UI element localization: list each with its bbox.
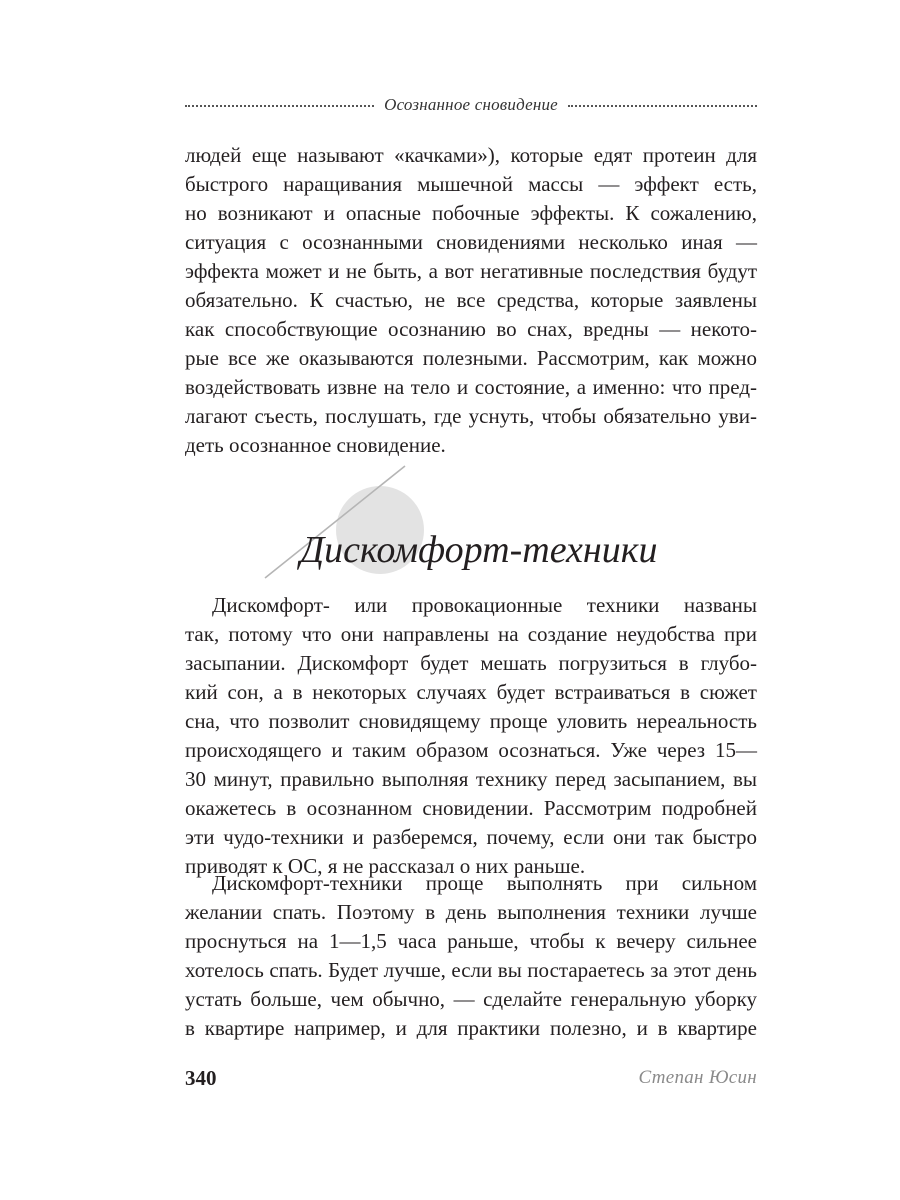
- section-heading: Дискомфорт-техники: [300, 529, 658, 571]
- text-line: эффекта может и не быть, а вот негативные последствия будут: [185, 259, 757, 283]
- text-line: воздействовать извне на тело и состояние, а именно: что пред-: [185, 375, 757, 399]
- text-line: устать больше, чем обычно, — сделайте генеральную уборку: [185, 987, 757, 1011]
- text-line: происходящего и таким образом осознаться. Уже через 15—: [185, 738, 757, 762]
- text-line: окажетесь в осознанном сновидении. Рассмотрим подробней: [185, 796, 757, 820]
- text-line: желании спать. Поэтому в день выполнения техники лучше: [185, 900, 757, 924]
- text-line: деть осознанное сновидение.: [185, 433, 446, 457]
- text-line: но возникают и опасные побочные эффекты. К сожалению,: [185, 201, 757, 225]
- author-name: Степан Юсин: [638, 1067, 757, 1088]
- intro-text: [185, 141, 757, 460]
- page-number: 340: [185, 1065, 217, 1090]
- text-line: как способствующие осознанию во снах, вредны — некото-: [185, 317, 757, 341]
- text-line: ситуация с осознанными сновидениями несколько иная —: [185, 230, 757, 254]
- page-footer: [185, 1062, 757, 1094]
- text-line: так, потому что они направлены на создание неудобства при: [185, 622, 757, 646]
- text-line: Дискомфорт-техники проще выполнять при сильном: [212, 871, 757, 895]
- header-dotted-rule-left: [185, 105, 374, 107]
- text-line: лагают съесть, послушать, где уснуть, чтобы обязательно уви-: [185, 404, 757, 428]
- running-title: Осознанное сновидение: [384, 95, 558, 114]
- text-line: приводят к ОС, я не рассказал о них раньше.: [185, 854, 586, 878]
- text-line: проснуться на 1—1,5 часа раньше, чтобы к вечеру сильнее: [185, 929, 757, 953]
- text-line: рые все же оказываются полезными. Рассмотрим, как можно: [185, 346, 757, 370]
- paragraph-2: [185, 869, 757, 1043]
- running-header: [185, 92, 757, 118]
- paragraph-1: [185, 591, 757, 881]
- text-line: эти чудо-техники и разберемся, почему, если они так быстро: [185, 825, 757, 849]
- text-line: хотелось спать. Будет лучше, если вы постараетесь за этот день: [185, 958, 757, 982]
- text-line: быстрого наращивания мышечной массы — эффект есть,: [185, 172, 757, 196]
- text-line: 30 минут, правильно выполняя технику перед засыпанием, вы: [185, 767, 757, 791]
- text-line: обязательно. К счастью, не все средства, которые заявлены: [185, 288, 757, 312]
- text-line: в квартире например, и для практики полезно, и в квартире: [185, 1016, 757, 1040]
- text-line: сна, что позволит сновидящему проще уловить нереальность: [185, 709, 757, 733]
- header-dotted-rule-right: [568, 105, 757, 107]
- text-line: людей еще называют «качками»), которые едят протеин для: [185, 143, 757, 167]
- text-line: Дискомфорт- или провокационные техники названы: [212, 593, 757, 617]
- text-line: засыпании. Дискомфорт будет мешать погрузиться в глубо-: [185, 651, 757, 675]
- text-line: кий сон, а в некоторых случаях будет встраиваться в сюжет: [185, 680, 757, 704]
